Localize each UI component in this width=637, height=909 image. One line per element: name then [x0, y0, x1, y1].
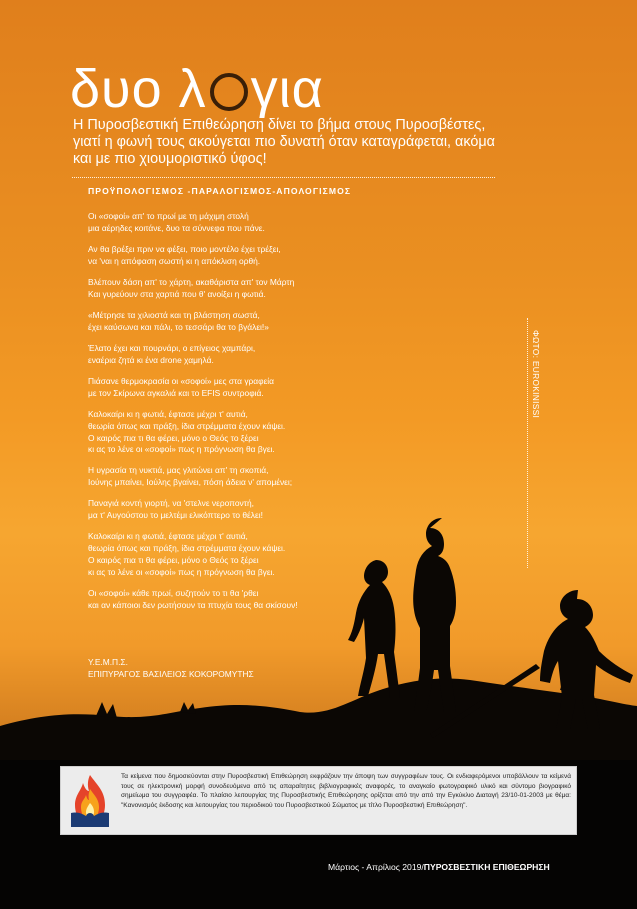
- poem-line: Πιάσανε θερμοκρασία οι «σοφοί» μες στα γραφεία: [88, 375, 275, 386]
- poem-line: Καλοκαίρι κι η φωτιά, έφτασε μέχρι τ' αυτιά,: [88, 531, 248, 542]
- poem-line: Αν θα βρέξει πριν να φέξει, ποιο μοντέλο έχει τρέξει,: [88, 243, 281, 254]
- heading-text-start: δυο λ: [70, 59, 207, 119]
- poem-stanza: [88, 498, 448, 522]
- poem-stanza: [88, 465, 448, 489]
- poem-line: Έλατο έχει και πουρνάρι, ο επίγειος χαμπάρι,: [88, 342, 256, 353]
- poem-stanza: [88, 211, 448, 235]
- photo-credit: [529, 330, 543, 440]
- footer-issue: Μάρτιος - Απρίλιος 2019/: [328, 862, 424, 872]
- poem-line: και αν κάποιοι δεν ρωτήσουν τα πτυχία τους θα σκίσουν!: [88, 599, 298, 610]
- poem-stanza: [88, 277, 448, 301]
- poem-stanza: [88, 244, 448, 268]
- poem-stanza: [88, 343, 448, 367]
- poem-line: Ιούνης μπαίνει, Ιούλης βγαίνει, πόση άδεια ν' απομένει;: [88, 477, 293, 488]
- vertical-divider: [527, 318, 528, 568]
- poem-line: να 'ναι η απόφαση σωστή κι η απόκλιση ορθή.: [88, 255, 261, 266]
- poem-line: κι ας το λένε οι «σοφοί» πως η πρόγνωση θα βγει.: [88, 566, 275, 577]
- heading-fire-hose-ring-icon: [210, 73, 248, 111]
- poem-stanza: [88, 376, 448, 400]
- poem-line: Καλοκαίρι κι η φωτιά, έφτασε μέχρι τ' αυτιά,: [88, 408, 248, 419]
- poem-line: θεωρία όπως και πράξη, ίδια στρέμματα έχουν κάψει.: [88, 420, 286, 431]
- section-divider: [72, 177, 495, 178]
- poem-line: Βλέπουν δάση απ' το χάρτη, ακαθάριστα απ' τον Μάρτη: [88, 276, 295, 287]
- poem-stanza: [88, 531, 448, 578]
- footer-magazine-name: ΠΥΡΟΣΒΕΣΤΙΚΗ ΕΠΙΘΕΩΡΗΣΗ: [423, 862, 550, 872]
- poem-line: «Μέτρησε τα χιλιοστά και τη βλάστηση σωστά,: [88, 309, 260, 320]
- intro-paragraph: Η Πυροσβεστική Επιθεώρηση δίνει το βήμα στους Πυροσβέστες, γιατί η φωνή τους ακούγεται πιο δυνατή όταν καταγράφεται, ακόμα και με πιο χιουμοριστικό ύφος!: [73, 117, 495, 168]
- poem-line: Ο καιρός πια τι θα φέρει, μόνο ο Θεός το ξέρει: [88, 555, 259, 566]
- fire-service-logo-icon: [67, 773, 113, 829]
- poem-line: Ο καιρός πια τι θα φέρει, μόνο ο Θεός το ξέρει: [88, 432, 259, 443]
- heading-text-end: για: [250, 59, 324, 119]
- poem-stanza: [88, 310, 448, 334]
- photo-credit-text: ΦΩΤΟ: EUROKINISSI: [531, 330, 541, 419]
- poem-line: έχει καύσωνα και πάλι, το τεσσάρι θα το βγάλει!»: [88, 321, 269, 332]
- signature-author: ΕΠΙΠΥΡΑΓΟΣ ΒΑΣΙΛΕΙΟΣ ΚΟΚΟΡΟΜΥΤΗΣ: [88, 668, 254, 679]
- poem-line: θεωρία όπως και πράξη, ίδια στρέμματα έχουν κάψει.: [88, 543, 286, 554]
- poem-line: Παναγιά κοντή γιορτή, να 'στελνε νεροποντή,: [88, 498, 254, 509]
- poem-line: Οι «σοφοί» απ' το πρωί με τη μάχιμη στολή: [88, 211, 249, 221]
- poem-body: [88, 211, 448, 621]
- signature-organization: Υ.Ε.Μ.Π.Σ.: [88, 657, 128, 667]
- page-footer: [328, 862, 550, 872]
- poem-line: με τον Σκίρωνα αγκαλιά και το EFIS συντροφιά.: [88, 387, 264, 398]
- poem-stanza: [88, 588, 448, 612]
- poem-line: εναέρια ζητά κι ένα drone χαμηλά.: [88, 354, 214, 365]
- poem-line: μια αέρηδες κοιτάνε, δυο τα σύννεφα που πάνε.: [88, 222, 265, 233]
- poem-stanza: [88, 409, 448, 456]
- poem-line: Και γυρεύουν στα χαρτιά που θ' ανοίξει η φωτιά.: [88, 288, 266, 299]
- poem-signature: [88, 657, 254, 681]
- poem-line: Οι «σοφοί» κάθε πρωί, συζητούν το τι θα 'ρθει: [88, 588, 259, 599]
- poem-line: Η υγρασία τη νυκτιά, μας γλιτώνει απ' τη σκοπιά,: [88, 465, 269, 476]
- poem-line: κι ας το λένε οι «σοφοί» πως η πρόγνωση θα βγει.: [88, 444, 275, 455]
- notice-text: Τα κείμενα που δημοσιεύονται στην Πυροσβεστική Επιθεώρηση εκφράζουν την άποψη των συγγραφέων τους. Οι ενδιαφερόμενοι υποβάλλουν τα κείμενά τους σε ηλεκτρονική μορφή συνοδευόμενα από τις απαραίτητες βιβλιογραφικές αναφορές, το αναγκαίο φωτογραφικό υλικό και σύντομο βιογραφικό σημείωμα του συγγραφέα. Το πλαίσιο λειτουργίας της Πυροσβεστικής Επιθεώρησης ορίζεται από την από την Εγκύκλιο Διαταγή 23/10-01-2003 με θέμα: "Κανονισμός έκδοσης και λειτουργίας του περιοδικού του Πυροσβεστικού Σώματος με τίτλο Πυροσβεστική Επιθεώρηση".: [121, 773, 571, 809]
- editorial-notice-box: [60, 766, 577, 835]
- poem-line: μα τ' Αυγούστου το μελτέμι ελικόπτερο το θέλει!: [88, 510, 263, 521]
- poem-title: ΠΡΟΫΠΟΛΟΓΙΣΜΟΣ -ΠΑΡΑΛΟΓΙΣΜΟΣ-ΑΠΟΛΟΓΙΣΜΟΣ: [88, 186, 352, 196]
- page-heading: [70, 58, 324, 120]
